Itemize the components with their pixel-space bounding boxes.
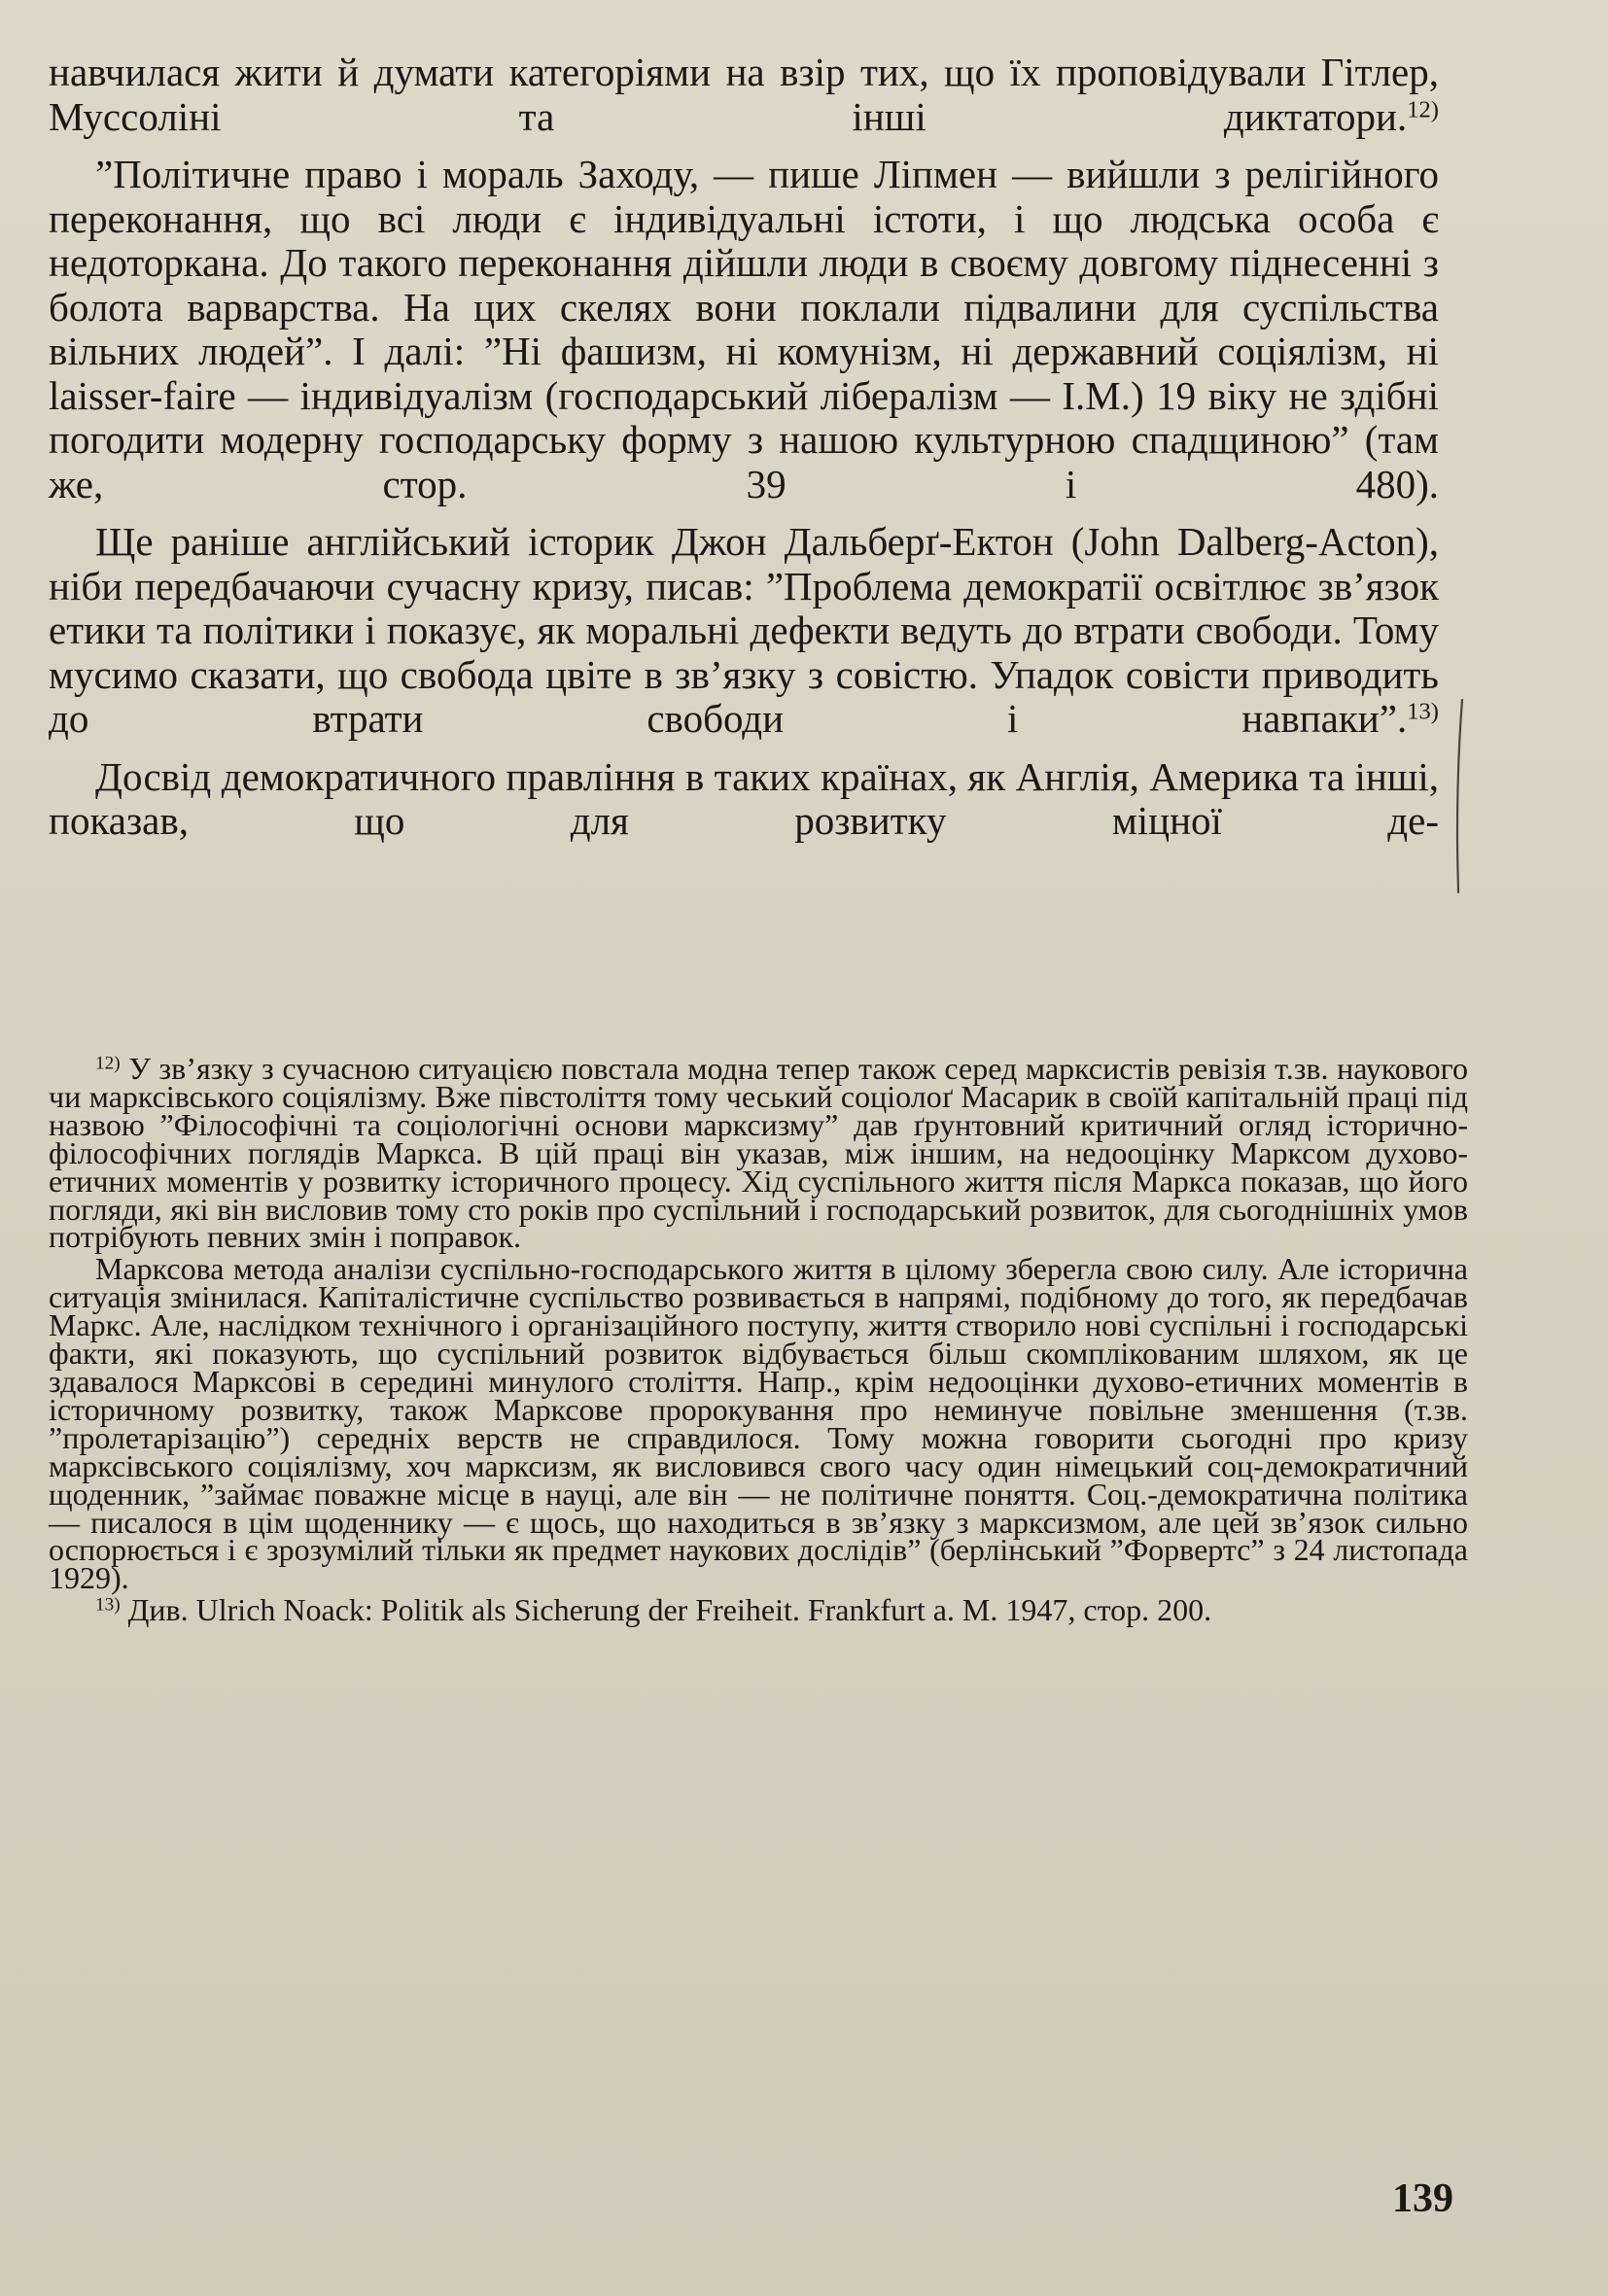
paragraph-3-text: Ще раніше англійський історик Джон Дальберґ-Ектон (John Dalberg-Acton), ніби передбачаючи сучасну кризу, писав: ”Проблема демократії освітлює зв’язок етики та політики і показує, як моральні дефекти ведуть до втрати свободи. Тому мусимо сказати, що свобода цвіте в зв’язку з совістю. Упадок совісти приводить до втрати свободи і навпаки”.	[49, 519, 1439, 741]
footnote-12-mark: 12)	[95, 1053, 121, 1074]
footnotes	[49, 1051, 1469, 1628]
footnote-12-continued: Марксова метода аналізи суспільно-господарського життя в цілому зберегла свою силу. Але історична ситуація змінилася. Капіталістичне суспільство розвивається в напрямі, подібному до того, як передбачав Маркс. Але, наслідком технічного і організаційного поступу, життя створило нові суспільні і господарські факти, які показують, що суспільний розвиток відбувається більш скомплікованим шляхом, як це здавалося Марксові в середині минулого століття. Напр., крім недооцінки духово-етичних моментів в історичному розвитку, також Марксове пророкування про неминуче повільне зменшення (т.зв. ”пролетарізацію”) середніх верств не справдилося. Тому можна говорити сьогодні про кризу марксівського соціялізму, хоч марксизм, як висловився свого часу один німецький соц-демократичний щоденник, ”займає поважне місце в науці, але він — не політичне поняття. Соц.-демократична політика — писалося в цім щоденнику — є щось, що находиться в зв’язку з марксизмом, але цей зв’язок сильно оспорюється і є зрозумілий тільки як предмет наукових дослідів” (берлінський ”Форвертс” з 24 листопада 1929).	[49, 1251, 1468, 1596]
main-text	[49, 51, 1439, 844]
footnote-13-mark: 13)	[95, 1594, 121, 1616]
footnote-ref-12: 12)	[1407, 95, 1439, 122]
paragraph-4: Досвід демократичного правління в таких країнах, як Англія, Америка та інші, показав, що для розвитку міцної де-	[49, 753, 1439, 843]
paragraph-3	[49, 520, 1439, 742]
footnote-13-text: Див. Ulrich Noack: Politik als Sicherung der Freiheit. Frankfurt a. M. 1947, стор. 200.	[127, 1592, 1212, 1628]
pencil-margin-mark	[1452, 698, 1466, 894]
page-number: 139	[1392, 2176, 1453, 2221]
footnote-12-text: У зв’язку з сучасною ситуацією повстала модна тепер також серед марксистів ревізія т.зв. наукового чи марксівського соціялізму. Вже півстоліття тому чеський соціолоґ Масарик в своїй капітальній праці під назвою ”Філософічні та соціологічні основи марксизму” дав ґрунтовний критичний огляд історично-філософічних поглядів Маркса. В цій праці він указав, між іншим, на недооцінку Марксом духово-етичних моментів у розвитку історичного процесу. Хід суспільного життя після Маркса показав, що його погляди, які він висловив тому сто років про суспільний і господарський розвиток, для сьогоднішніх умов потрібують певних змін і поправок.	[49, 1051, 1469, 1255]
paragraph-1-text: навчилася жити й думати категоріями на взір тих, що їх проповідували Гітлер, Муссоліні та інші диктатори.	[49, 50, 1439, 139]
footnote-12	[49, 1051, 1469, 1255]
footnote-13	[49, 1592, 1468, 1628]
footnote-ref-13: 13)	[1407, 698, 1439, 725]
paragraph-1	[49, 51, 1439, 139]
paragraph-2: ”Політичне право і мораль Заходу, — пише Ліпмен — вийшли з релігійного переконання, що всі люди є індивідуальні істоти, і що людська особа є недоторкана. До такого переконання дійшли люди в своєму довгому піднесенні з болота варварства. На цих скелях вони поклали підвалини для суспільства вільних людей”. І далі: ”Ні фашизм, ні комунізм, ні державний соціялізм, ні laisser-faire — індивідуалізм (господарський лібералізм — І.М.) 19 віку не здібні погодити модерну господарську форму з нашою культурною спадщиною” (там же, стор. 39 і 480).	[49, 152, 1439, 506]
